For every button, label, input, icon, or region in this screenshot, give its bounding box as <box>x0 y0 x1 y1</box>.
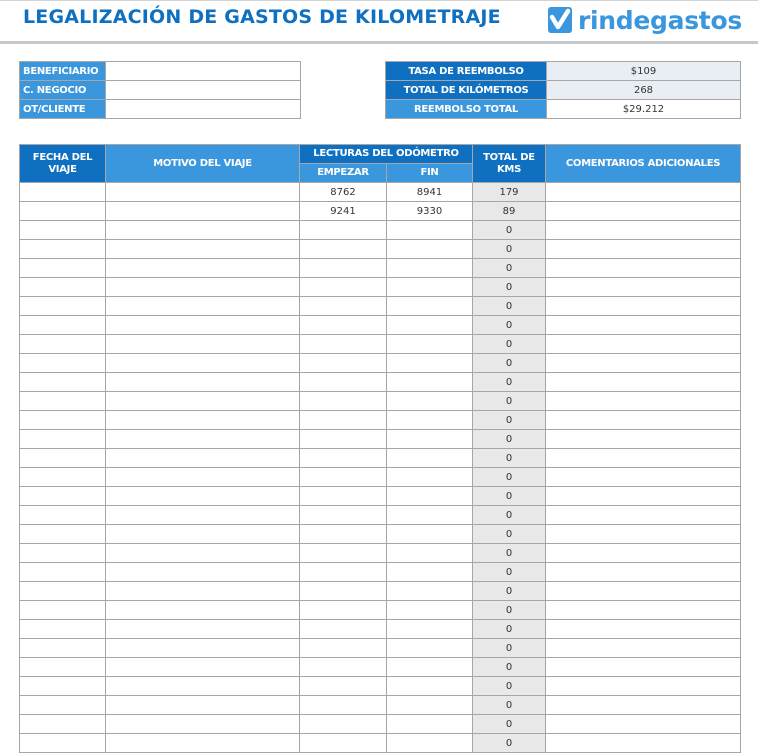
table-row <box>20 221 741 240</box>
table-row <box>20 734 741 753</box>
table-row <box>20 582 741 601</box>
comentarios-cell[interactable] <box>546 506 741 525</box>
col-motivo-header: MOTIVO DEL VIAJE <box>106 145 300 183</box>
empezar-cell[interactable] <box>300 658 387 677</box>
empezar-cell[interactable] <box>300 221 387 240</box>
comentarios-cell[interactable] <box>546 487 741 506</box>
total-km-cell: 0 <box>473 259 546 278</box>
fecha-cell[interactable] <box>20 658 106 677</box>
motivo-cell[interactable] <box>106 563 300 582</box>
fin-cell[interactable]: 8941 <box>387 183 473 202</box>
motivo-cell[interactable] <box>106 506 300 525</box>
col-comentarios-header: COMENTARIOS ADICIONALES <box>546 145 741 183</box>
motivo-cell[interactable] <box>106 677 300 696</box>
total-km-cell: 0 <box>473 297 546 316</box>
total-km-cell: 0 <box>473 430 546 449</box>
fin-cell[interactable] <box>387 430 473 449</box>
comentarios-cell[interactable] <box>546 335 741 354</box>
total-km-cell: 0 <box>473 639 546 658</box>
total-km-cell: 0 <box>473 354 546 373</box>
fecha-cell[interactable] <box>20 373 106 392</box>
table-row <box>20 335 741 354</box>
motivo-cell[interactable] <box>106 335 300 354</box>
empezar-cell[interactable]: 9241 <box>300 202 387 221</box>
fecha-cell[interactable] <box>20 354 106 373</box>
table-row <box>20 316 741 335</box>
total-km-cell: 0 <box>473 373 546 392</box>
empezar-cell[interactable] <box>300 468 387 487</box>
fin-cell[interactable] <box>387 316 473 335</box>
total-km-cell: 0 <box>473 278 546 297</box>
fin-cell[interactable] <box>387 354 473 373</box>
table-row <box>20 430 741 449</box>
fecha-cell[interactable] <box>20 449 106 468</box>
empezar-cell[interactable] <box>300 563 387 582</box>
empezar-cell[interactable] <box>300 734 387 753</box>
empezar-cell[interactable] <box>300 544 387 563</box>
motivo-cell[interactable] <box>106 468 300 487</box>
summary-row-reembolso <box>386 100 741 119</box>
table-row <box>20 601 741 620</box>
table-row <box>20 563 741 582</box>
fin-cell[interactable]: 9330 <box>387 202 473 221</box>
total-km-cell: 0 <box>473 221 546 240</box>
fin-cell[interactable] <box>387 715 473 734</box>
empezar-cell[interactable] <box>300 430 387 449</box>
header-row-1 <box>20 145 741 164</box>
motivo-cell[interactable] <box>106 411 300 430</box>
fin-cell[interactable] <box>387 563 473 582</box>
table-row <box>20 411 741 430</box>
fecha-cell[interactable] <box>20 278 106 297</box>
fin-cell[interactable] <box>387 677 473 696</box>
beneficiario-label: BENEFICIARIO <box>20 62 106 81</box>
empezar-cell[interactable] <box>300 677 387 696</box>
comentarios-cell[interactable] <box>546 411 741 430</box>
table-row <box>20 354 741 373</box>
cliente-label: OT/CLIENTE <box>20 100 106 119</box>
fecha-cell[interactable] <box>20 240 106 259</box>
empezar-cell[interactable] <box>300 582 387 601</box>
total-km-cell: 0 <box>473 582 546 601</box>
total-km-cell: 89 <box>473 202 546 221</box>
table-row <box>20 202 741 221</box>
motivo-cell[interactable] <box>106 620 300 639</box>
fin-cell[interactable] <box>387 297 473 316</box>
col-empezar-header: EMPEZAR <box>300 164 387 183</box>
reimbursement-summary-table <box>385 61 741 119</box>
fecha-cell[interactable] <box>20 430 106 449</box>
col-lecturas-header: LECTURAS DEL ODÓMETRO <box>300 145 473 164</box>
negocio-label: C. NEGOCIO <box>20 81 106 100</box>
fecha-cell[interactable] <box>20 297 106 316</box>
col-total-header: TOTAL DE KMS <box>473 145 546 183</box>
comentarios-cell[interactable] <box>546 373 741 392</box>
table-row <box>20 373 741 392</box>
empezar-cell[interactable] <box>300 297 387 316</box>
table-row <box>20 468 741 487</box>
fecha-cell[interactable] <box>20 525 106 544</box>
motivo-cell[interactable] <box>106 278 300 297</box>
total-km-cell: 0 <box>473 525 546 544</box>
page-title: LEGALIZACIÓN DE GASTOS DE KILOMETRAJE <box>23 6 501 28</box>
fin-cell[interactable] <box>387 373 473 392</box>
comentarios-cell[interactable] <box>546 240 741 259</box>
comentarios-cell[interactable] <box>546 715 741 734</box>
comentarios-cell[interactable] <box>546 392 741 411</box>
fecha-cell[interactable] <box>20 221 106 240</box>
fin-cell[interactable] <box>387 278 473 297</box>
total-km-cell: 0 <box>473 677 546 696</box>
comentarios-cell[interactable] <box>546 259 741 278</box>
empezar-cell[interactable] <box>300 354 387 373</box>
total-km-cell: 0 <box>473 449 546 468</box>
comentarios-cell[interactable] <box>546 449 741 468</box>
fin-cell[interactable] <box>387 544 473 563</box>
reembolso-total-label: REEMBOLSO TOTAL <box>386 100 547 119</box>
motivo-cell[interactable] <box>106 658 300 677</box>
comentarios-cell[interactable] <box>546 183 741 202</box>
empezar-cell[interactable] <box>300 639 387 658</box>
fin-cell[interactable] <box>387 392 473 411</box>
col-fin-header: FIN <box>387 164 473 183</box>
empezar-cell[interactable] <box>300 316 387 335</box>
table-row <box>20 449 741 468</box>
total-km-cell: 0 <box>473 601 546 620</box>
total-km-cell: 0 <box>473 240 546 259</box>
motivo-cell[interactable] <box>106 639 300 658</box>
fin-cell[interactable] <box>387 696 473 715</box>
total-km-cell: 0 <box>473 696 546 715</box>
empezar-cell[interactable] <box>300 449 387 468</box>
total-km-cell: 0 <box>473 715 546 734</box>
fin-cell[interactable] <box>387 620 473 639</box>
total-km-cell: 0 <box>473 544 546 563</box>
total-km-cell: 0 <box>473 411 546 430</box>
total-km-cell: 0 <box>473 335 546 354</box>
fecha-cell[interactable] <box>20 677 106 696</box>
motivo-cell[interactable] <box>106 696 300 715</box>
empezar-cell[interactable] <box>300 601 387 620</box>
motivo-cell[interactable] <box>106 259 300 278</box>
empezar-cell[interactable] <box>300 335 387 354</box>
table-row <box>20 544 741 563</box>
info-row-cliente <box>20 100 301 119</box>
empezar-cell[interactable] <box>300 487 387 506</box>
comentarios-cell[interactable] <box>546 563 741 582</box>
comentarios-cell[interactable] <box>546 221 741 240</box>
empezar-cell[interactable] <box>300 240 387 259</box>
total-km-cell: 0 <box>473 563 546 582</box>
motivo-cell[interactable] <box>106 354 300 373</box>
motivo-cell[interactable] <box>106 183 300 202</box>
beneficiario-field[interactable] <box>106 62 301 81</box>
fin-cell[interactable] <box>387 487 473 506</box>
fecha-cell[interactable] <box>20 696 106 715</box>
motivo-cell[interactable] <box>106 316 300 335</box>
comentarios-cell[interactable] <box>546 677 741 696</box>
empezar-cell[interactable] <box>300 373 387 392</box>
comentarios-cell[interactable] <box>546 582 741 601</box>
fecha-cell[interactable] <box>20 468 106 487</box>
tasa-label: TASA DE REEMBOLSO <box>386 62 547 81</box>
fecha-cell[interactable] <box>20 411 106 430</box>
top-gridline <box>0 0 758 1</box>
empezar-cell[interactable] <box>300 696 387 715</box>
fin-cell[interactable] <box>387 468 473 487</box>
fecha-cell[interactable] <box>20 506 106 525</box>
comentarios-cell[interactable] <box>546 316 741 335</box>
fin-cell[interactable] <box>387 335 473 354</box>
cliente-field[interactable] <box>106 100 301 119</box>
fecha-cell[interactable] <box>20 183 106 202</box>
table-row <box>20 525 741 544</box>
fin-cell[interactable] <box>387 525 473 544</box>
header-separator <box>0 41 758 44</box>
fin-cell[interactable] <box>387 411 473 430</box>
table-row <box>20 183 741 202</box>
fin-cell[interactable] <box>387 506 473 525</box>
info-row-negocio <box>20 81 301 100</box>
negocio-field[interactable] <box>106 81 301 100</box>
table-row <box>20 715 741 734</box>
empezar-cell[interactable] <box>300 620 387 639</box>
fecha-cell[interactable] <box>20 544 106 563</box>
fecha-cell[interactable] <box>20 259 106 278</box>
comentarios-cell[interactable] <box>546 278 741 297</box>
beneficiary-info-table <box>19 61 301 119</box>
motivo-cell[interactable] <box>106 297 300 316</box>
table-row <box>20 658 741 677</box>
checkmark-icon <box>548 7 572 33</box>
fecha-cell[interactable] <box>20 316 106 335</box>
empezar-cell[interactable] <box>300 525 387 544</box>
fecha-cell[interactable] <box>20 639 106 658</box>
motivo-cell[interactable] <box>106 202 300 221</box>
total-km-cell: 0 <box>473 316 546 335</box>
fin-cell[interactable] <box>387 259 473 278</box>
motivo-cell[interactable] <box>106 582 300 601</box>
motivo-cell[interactable] <box>106 525 300 544</box>
table-row <box>20 240 741 259</box>
table-row <box>20 677 741 696</box>
fin-cell[interactable] <box>387 639 473 658</box>
table-row <box>20 297 741 316</box>
fecha-cell[interactable] <box>20 715 106 734</box>
fecha-cell[interactable] <box>20 392 106 411</box>
comentarios-cell[interactable] <box>546 354 741 373</box>
empezar-cell[interactable] <box>300 259 387 278</box>
fecha-cell[interactable] <box>20 601 106 620</box>
total-km-cell: 0 <box>473 506 546 525</box>
empezar-cell[interactable] <box>300 715 387 734</box>
summary-row-total-km <box>386 81 741 100</box>
comentarios-cell[interactable] <box>546 202 741 221</box>
motivo-cell[interactable] <box>106 601 300 620</box>
fecha-cell[interactable] <box>20 734 106 753</box>
comentarios-cell[interactable] <box>546 297 741 316</box>
motivo-cell[interactable] <box>106 544 300 563</box>
motivo-cell[interactable] <box>106 734 300 753</box>
fin-cell[interactable] <box>387 221 473 240</box>
table-row <box>20 259 741 278</box>
logo-text: rindegastos <box>578 5 742 35</box>
rindegastos-logo <box>548 5 742 35</box>
total-km-cell: 0 <box>473 658 546 677</box>
motivo-cell[interactable] <box>106 449 300 468</box>
comentarios-cell[interactable] <box>546 696 741 715</box>
fin-cell[interactable] <box>387 601 473 620</box>
motivo-cell[interactable] <box>106 392 300 411</box>
fin-cell[interactable] <box>387 449 473 468</box>
fin-cell[interactable] <box>387 658 473 677</box>
motivo-cell[interactable] <box>106 487 300 506</box>
fecha-cell[interactable] <box>20 202 106 221</box>
mileage-log-table <box>19 144 741 753</box>
fin-cell[interactable] <box>387 240 473 259</box>
comentarios-cell[interactable] <box>546 601 741 620</box>
reembolso-total-value: $29.212 <box>547 100 741 119</box>
total-km-cell: 0 <box>473 734 546 753</box>
table-row <box>20 392 741 411</box>
fecha-cell[interactable] <box>20 335 106 354</box>
table-row <box>20 278 741 297</box>
total-km-cell: 0 <box>473 487 546 506</box>
empezar-cell[interactable]: 8762 <box>300 183 387 202</box>
fecha-cell[interactable] <box>20 487 106 506</box>
table-row <box>20 487 741 506</box>
table-row <box>20 506 741 525</box>
fecha-cell[interactable] <box>20 563 106 582</box>
fin-cell[interactable] <box>387 734 473 753</box>
total-km-value: 268 <box>547 81 741 100</box>
empezar-cell[interactable] <box>300 278 387 297</box>
empezar-cell[interactable] <box>300 392 387 411</box>
total-km-cell: 0 <box>473 468 546 487</box>
fecha-cell[interactable] <box>20 582 106 601</box>
total-km-cell: 0 <box>473 620 546 639</box>
summary-row-tasa <box>386 62 741 81</box>
table-row <box>20 639 741 658</box>
table-row <box>20 696 741 715</box>
comentarios-cell[interactable] <box>546 639 741 658</box>
comentarios-cell[interactable] <box>546 658 741 677</box>
tasa-value[interactable]: $109 <box>547 62 741 81</box>
fin-cell[interactable] <box>387 582 473 601</box>
empezar-cell[interactable] <box>300 411 387 430</box>
motivo-cell[interactable] <box>106 221 300 240</box>
col-fecha-header: FECHA DEL VIAJE <box>20 145 106 183</box>
comentarios-cell[interactable] <box>546 544 741 563</box>
motivo-cell[interactable] <box>106 240 300 259</box>
info-row-beneficiario <box>20 62 301 81</box>
motivo-cell[interactable] <box>106 373 300 392</box>
total-km-label: TOTAL DE KILÓMETROS <box>386 81 547 100</box>
total-km-cell: 0 <box>473 392 546 411</box>
comentarios-cell[interactable] <box>546 430 741 449</box>
empezar-cell[interactable] <box>300 506 387 525</box>
table-row <box>20 620 741 639</box>
comentarios-cell[interactable] <box>546 468 741 487</box>
comentarios-cell[interactable] <box>546 734 741 753</box>
motivo-cell[interactable] <box>106 430 300 449</box>
comentarios-cell[interactable] <box>546 620 741 639</box>
total-km-cell: 179 <box>473 183 546 202</box>
comentarios-cell[interactable] <box>546 525 741 544</box>
fecha-cell[interactable] <box>20 620 106 639</box>
motivo-cell[interactable] <box>106 715 300 734</box>
